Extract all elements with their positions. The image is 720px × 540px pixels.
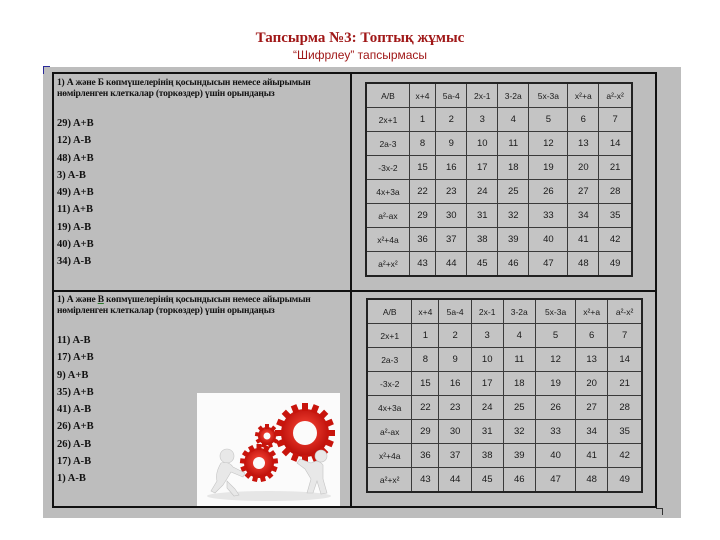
cipher-table-2 (366, 298, 643, 493)
table-cell: 14 (608, 348, 642, 372)
table-cell: 11 (498, 132, 529, 156)
table-cell: 40 (536, 444, 576, 468)
table-header-row (366, 83, 632, 108)
table-cell: 26 (536, 396, 576, 420)
table-cell: 39 (503, 444, 535, 468)
table-cell: 10 (471, 348, 503, 372)
task-item: 48) A+B (57, 152, 94, 164)
table-row (367, 348, 642, 372)
table-cell: 38 (471, 444, 503, 468)
table-cell: 36 (409, 228, 435, 252)
table-cell: 20 (568, 156, 599, 180)
table-cell: 18 (503, 372, 535, 396)
table-row (367, 420, 642, 444)
table-cell: 42 (608, 444, 642, 468)
table-row (366, 180, 632, 204)
table-cell: 30 (439, 420, 471, 444)
table-cell: 33 (529, 204, 568, 228)
row-header-cell: 2a-3 (366, 132, 409, 156)
table-cell: 30 (436, 204, 467, 228)
table-cell: 46 (498, 252, 529, 277)
column-header-cell: 5x-3a (529, 83, 568, 108)
table-cell: 14 (599, 132, 632, 156)
table-cell: 6 (568, 108, 599, 132)
table-cell: 23 (436, 180, 467, 204)
table-row (367, 396, 642, 420)
table-cell: 13 (568, 132, 599, 156)
resize-corner-icon (656, 508, 663, 515)
row-header-cell: 4x+3a (367, 396, 412, 420)
table-cell: 8 (409, 132, 435, 156)
table-cell: 39 (498, 228, 529, 252)
table-row (366, 156, 632, 180)
table-cell: 24 (467, 180, 498, 204)
table-cell: 25 (503, 396, 535, 420)
table-cell: 11 (503, 348, 535, 372)
row-header-cell: 2x+1 (367, 324, 412, 348)
table-cell: 10 (467, 132, 498, 156)
table-cell: 7 (608, 324, 642, 348)
table-cell: 49 (599, 252, 632, 277)
page-title: Тапсырма №3: Топтық жұмыс (255, 30, 465, 46)
table-cell: 33 (536, 420, 576, 444)
column-header-cell: 5a-4 (436, 83, 467, 108)
table-cell: 37 (436, 228, 467, 252)
table-cell: 46 (503, 468, 535, 493)
task-2-instruction-rest: көпмүшелерінің қосындысын немесе айырымын нөмірленген клеткалар (торкөздер) үшін орындаңыз (57, 295, 311, 316)
task-1 (57, 78, 347, 271)
column-header-cell: x+4 (409, 83, 435, 108)
task-1-items (57, 115, 347, 271)
table-cell: 16 (439, 372, 471, 396)
table-corner-cell: A/B (366, 83, 409, 108)
table-cell: 4 (498, 108, 529, 132)
table-cell: 31 (467, 204, 498, 228)
table-cell: 17 (471, 372, 503, 396)
table-cell: 17 (467, 156, 498, 180)
table-cell: 48 (576, 468, 608, 493)
table-cell: 48 (568, 252, 599, 277)
table-cell: 45 (467, 252, 498, 277)
column-header-cell: a²-x² (608, 299, 642, 324)
task-item: 3) A-B (57, 169, 86, 181)
table-cell: 15 (409, 156, 435, 180)
table-cell: 5 (529, 108, 568, 132)
table-cell: 19 (529, 156, 568, 180)
table-cell: 37 (439, 444, 471, 468)
table-cell: 32 (498, 204, 529, 228)
table-cell: 3 (471, 324, 503, 348)
table-cell: 21 (608, 372, 642, 396)
table-corner-cell: A/B (367, 299, 412, 324)
table-cell: 44 (436, 252, 467, 277)
table-cell: 29 (412, 420, 439, 444)
table-row (367, 324, 642, 348)
table-cell: 5 (536, 324, 576, 348)
table-cell: 16 (436, 156, 467, 180)
table-cell: 34 (568, 204, 599, 228)
row-header-cell: a²-ax (366, 204, 409, 228)
table-cell: 23 (439, 396, 471, 420)
row-header-cell: 2x+1 (366, 108, 409, 132)
teamwork-gears-icon (197, 393, 340, 506)
table-cell: 18 (498, 156, 529, 180)
page-subtitle: “Шифрлеу” тапсырмасы (292, 48, 428, 62)
task-2-instruction-underlined: В (97, 295, 104, 305)
row-header-cell: x²+4a (367, 444, 412, 468)
column-header-cell: 5a-4 (439, 299, 471, 324)
task-item: 40) A+B (57, 239, 94, 251)
table-cell: 8 (412, 348, 439, 372)
task-item: 12) A-B (57, 135, 92, 147)
table-cell: 15 (412, 372, 439, 396)
row-header-cell: 4x+3a (366, 180, 409, 204)
row-header-cell: x²+4a (366, 228, 409, 252)
table-cell: 20 (576, 372, 608, 396)
table-cell: 22 (409, 180, 435, 204)
task-item: 1) A-B (57, 473, 86, 485)
table-row (366, 108, 632, 132)
task-item: 17) A-B (57, 456, 92, 468)
row-header-cell: a²+x² (367, 468, 412, 493)
table-cell: 36 (412, 444, 439, 468)
table-cell: 28 (608, 396, 642, 420)
table-cell: 21 (599, 156, 632, 180)
teamwork-gears-illustration (197, 393, 340, 506)
cipher-table-1 (365, 82, 633, 277)
table-cell: 4 (503, 324, 535, 348)
table-cell: 34 (576, 420, 608, 444)
table-row (367, 444, 642, 468)
table-cell: 45 (471, 468, 503, 493)
table-cell: 40 (529, 228, 568, 252)
table-row (366, 228, 632, 252)
table-cell: 35 (599, 204, 632, 228)
table-cell: 2 (436, 108, 467, 132)
table-cell: 1 (409, 108, 435, 132)
task-2-instruction-prefix: 1) А және (57, 295, 98, 305)
anchor-marker-icon (43, 66, 50, 74)
row-header-cell: -3x-2 (366, 156, 409, 180)
table-row (366, 252, 632, 277)
task-item: 34) A-B (57, 256, 92, 268)
table-cell: 12 (536, 348, 576, 372)
table-row (366, 204, 632, 228)
column-header-cell: 2x-1 (467, 83, 498, 108)
column-header-cell: 3-2a (503, 299, 535, 324)
task-item: 49) A+B (57, 187, 94, 199)
table-cell: 13 (576, 348, 608, 372)
table-cell: 22 (412, 396, 439, 420)
table-cell: 9 (439, 348, 471, 372)
table-cell: 3 (467, 108, 498, 132)
table-cell: 43 (412, 468, 439, 493)
row-header-cell: a²-ax (367, 420, 412, 444)
table-row (367, 372, 642, 396)
task-item: 19) A-B (57, 221, 92, 233)
table-header-row (367, 299, 642, 324)
table-cell: 42 (599, 228, 632, 252)
task-item: 11) A+B (57, 204, 94, 216)
table-cell: 31 (471, 420, 503, 444)
row-header-cell: a²+x² (366, 252, 409, 277)
table-cell: 49 (608, 468, 642, 493)
task-item: 35) A+B (57, 386, 94, 398)
table-row (367, 468, 642, 493)
table-cell: 47 (536, 468, 576, 493)
column-header-cell: x²+a (576, 299, 608, 324)
column-header-cell: x²+a (568, 83, 599, 108)
table-cell: 25 (498, 180, 529, 204)
table-cell: 19 (536, 372, 576, 396)
table-cell: 27 (576, 396, 608, 420)
column-header-cell: 3-2a (498, 83, 529, 108)
task-item: 9) A+B (57, 369, 89, 381)
table-cell: 44 (439, 468, 471, 493)
task-1-instruction: 1) А және Б көпмүшелерінің қосындысын немесе айырымын нөмірленген клеткалар (торкөздер) үшін орындаңыз (57, 78, 311, 99)
table-cell: 12 (529, 132, 568, 156)
table-cell: 43 (409, 252, 435, 277)
table-cell: 35 (608, 420, 642, 444)
horizontal-divider (52, 290, 657, 292)
task-item: 29) A+B (57, 118, 94, 129)
table-cell: 29 (409, 204, 435, 228)
table-cell: 1 (412, 324, 439, 348)
row-header-cell: -3x-2 (367, 372, 412, 396)
table-cell: 9 (436, 132, 467, 156)
table-cell: 2 (439, 324, 471, 348)
column-header-cell: 5x-3a (536, 299, 576, 324)
task-item: 17) A+B (57, 352, 94, 364)
table-cell: 6 (576, 324, 608, 348)
column-header-cell: a²-x² (599, 83, 632, 108)
table-cell: 28 (599, 180, 632, 204)
table-cell: 7 (599, 108, 632, 132)
table-cell: 41 (576, 444, 608, 468)
column-header-cell: x+4 (412, 299, 439, 324)
task-item: 26) A+B (57, 421, 94, 433)
task-item: 11) A-B (57, 335, 91, 346)
table-cell: 24 (471, 396, 503, 420)
task-item: 26) A-B (57, 438, 92, 450)
table-cell: 27 (568, 180, 599, 204)
table-cell: 32 (503, 420, 535, 444)
table-cell: 47 (529, 252, 568, 277)
task-item: 41) A-B (57, 404, 92, 416)
column-header-cell: 2x-1 (471, 299, 503, 324)
table-cell: 38 (467, 228, 498, 252)
row-header-cell: 2a-3 (367, 348, 412, 372)
table-cell: 26 (529, 180, 568, 204)
table-cell: 41 (568, 228, 599, 252)
table-row (366, 132, 632, 156)
task-2-instruction (57, 295, 347, 332)
